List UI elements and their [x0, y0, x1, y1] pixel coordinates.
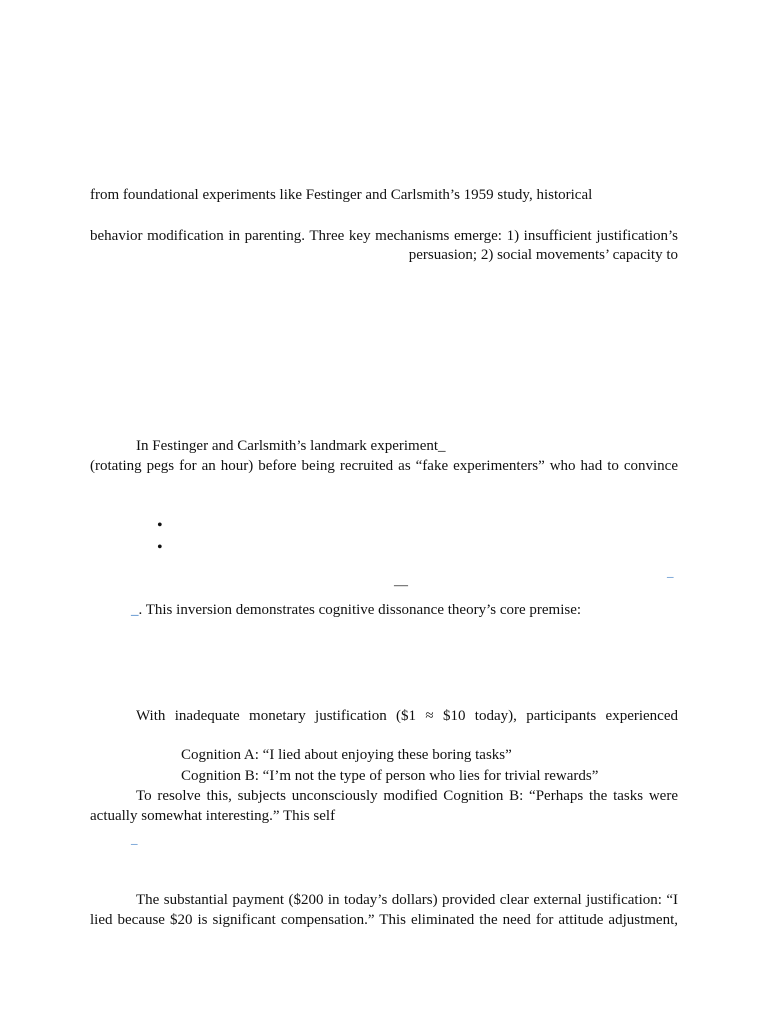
section-line-2: (rotating pegs for an hour) before being recruited as “fake experimenters” who had to convince — [90, 458, 678, 474]
blue-underscore-mark-3[interactable]: _ — [131, 831, 138, 846]
inversion-line — [131, 600, 581, 620]
payment-line-2: lied because $20 is significant compensation.” This eliminated the need for attitude adjustment, — [90, 912, 678, 928]
cognition-b-line: Cognition B: “I’m not the type of person who lies for trivial rewards” — [181, 768, 599, 784]
section-line-1: In Festinger and Carlsmith’s landmark experiment_ — [136, 438, 446, 454]
blue-underscore-mark-1[interactable]: _ — [667, 564, 674, 579]
paragraph-line-3: persuasion; 2) social movements’ capacity to — [408, 247, 678, 263]
em-dash-mark: — — [394, 578, 408, 593]
paragraph-line-2: behavior modification in parenting. Three key mechanisms emerge: 1) insufficient justification’s — [90, 228, 678, 244]
bullet-marker-2: • — [157, 539, 163, 556]
bullet-marker-1: • — [157, 517, 163, 534]
resolve-line-1: To resolve this, subjects unconsciously modified Cognition B: “Perhaps the tasks were — [136, 788, 678, 804]
justification-line: With inadequate monetary justification ($1 ≈ $10 today), participants experienced — [136, 708, 678, 724]
cognition-a-line: Cognition A: “I lied about enjoying these boring tasks” — [181, 747, 512, 763]
payment-line-1: The substantial payment ($200 in today’s dollars) provided clear external justification: “I — [136, 892, 678, 908]
paragraph-line-1: from foundational experiments like Festinger and Carlsmith’s 1959 study, historical — [90, 187, 593, 203]
resolve-line-2: actually somewhat interesting.” This self — [90, 808, 336, 824]
inversion-text: . This inversion demonstrates cognitive dissonance theory’s core premise: — [138, 602, 582, 618]
blue-underscore-mark-2[interactable]: _ — [131, 602, 139, 618]
